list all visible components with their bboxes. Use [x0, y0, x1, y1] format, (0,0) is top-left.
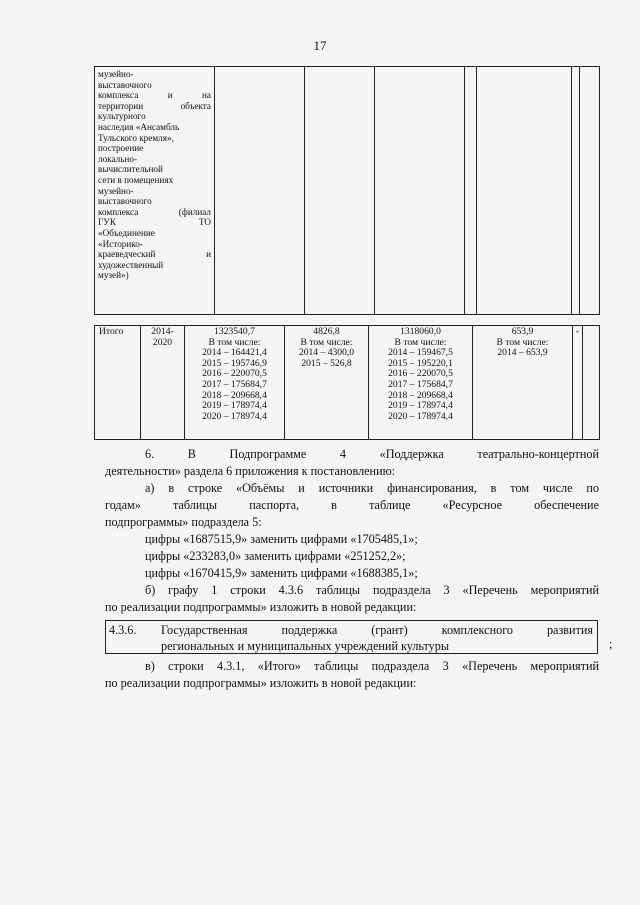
amount-line: В том числе: [394, 336, 447, 348]
amount-line: В том числе: [300, 336, 353, 348]
amount-line: 2019 – 178974,4 [388, 400, 453, 412]
row-text-line: региональных и муниципальных учреждений культуры [161, 639, 450, 653]
amount-line: В том числе: [208, 336, 261, 348]
amount-line: 2016 – 220070,5 [202, 368, 267, 380]
amount-line: 4826,8 [313, 326, 340, 337]
replacement-line: цифры «1670415,9» заменить цифрами «1688385,1»; [145, 566, 418, 580]
paragraph: 6. В Подпрограмме 4 «Поддержка театрально-концертной [145, 447, 599, 461]
amount-line: 2019 – 178974,4 [202, 400, 267, 412]
paragraph: в) строки 4.3.1, «Итого» таблицы подраздела 3 «Перечень мероприятий [145, 659, 599, 673]
page-number: 17 [313, 38, 327, 53]
description-line: культурного [98, 111, 146, 122]
amount-line: 2015 – 195220,1 [388, 357, 453, 369]
paragraph: по реализации подпрограммы» изложить в новой редакции: [105, 676, 417, 690]
table-cell-description [95, 67, 215, 315]
section-v [105, 658, 599, 692]
amount-line: 2018 – 209668,4 [388, 389, 453, 401]
total-label: Итого [95, 326, 141, 440]
description-line: локально- [98, 153, 138, 164]
description-line: художественный [98, 259, 164, 270]
description-line: музейно- [98, 185, 134, 196]
paragraph: а) в строке «Объёмы и источники финансирования, в том числе по [145, 481, 599, 495]
description-line: Тульского кремля», [98, 132, 174, 143]
description-line: построение [98, 143, 144, 154]
amount-line: 2018 – 209668,4 [202, 389, 267, 401]
replacement-line: цифры «233283,0» заменить цифрами «251252,2»; [145, 549, 406, 563]
table-cell [572, 67, 580, 315]
amount-line: 1318060,0 [400, 326, 441, 337]
description-line: комплекса (филиал [98, 206, 211, 217]
paragraph: подпрограммы» подраздела 5: [105, 515, 262, 529]
row-text [161, 621, 597, 653]
table-cell [375, 67, 465, 315]
table-continuation [94, 66, 600, 315]
total-federal [285, 326, 369, 440]
description-line: сети в помещениях [98, 174, 174, 185]
amount-line: 2020 – 178974,4 [388, 410, 453, 422]
table-cell [305, 67, 375, 315]
table-cell [215, 67, 305, 315]
amount-line: 2020 – 178974,4 [202, 410, 267, 422]
description-line: музейно- [98, 69, 134, 79]
description-line: ГУК ТО [98, 217, 211, 228]
description-line: краеведческий и [98, 249, 211, 260]
amount-line: 2016 – 220070,5 [388, 368, 453, 380]
paragraph: б) графу 1 строки 4.3.6 таблицы подраздела 3 «Перечень мероприятий [145, 583, 599, 597]
amount-line: В том числе: [496, 336, 549, 348]
amount-line: 1323540,7 [214, 326, 255, 337]
amount-line: 2014 – 164421,4 [202, 347, 267, 359]
description-line: выставочного [98, 196, 152, 207]
description-line: вычислительной [98, 164, 163, 175]
paragraph: по реализации подпрограммы» изложить в новой редакции: [105, 600, 417, 614]
section-6 [105, 446, 599, 616]
paragraph: деятельности» раздела 6 приложения к постановлению: [105, 464, 396, 478]
amount-line: 2014 – 159467,5 [388, 347, 453, 359]
description-line: музей») [98, 270, 129, 281]
table-cell [477, 67, 572, 315]
paragraph: годам» таблицы паспорта, в таблице «Ресурсное обеспечение [105, 498, 599, 512]
total-years [141, 326, 185, 440]
description-text [98, 69, 211, 281]
total-regional [369, 326, 473, 440]
row-code: 4.3.6. [109, 623, 137, 637]
amount-line: 2017 – 175684,7 [202, 378, 267, 390]
total-all-sources [185, 326, 285, 440]
amount-line: 2014 – 4300,0 [298, 347, 355, 359]
years-text: 2014- 2020 [151, 326, 174, 348]
total-dash: - [573, 326, 583, 440]
description-line: территории объекта [98, 100, 211, 111]
table-cell [583, 326, 600, 440]
amount-line: 2014 – 653,9 [497, 347, 548, 359]
table-cell [580, 67, 600, 315]
amount-line: 2015 – 526,8 [301, 357, 352, 369]
table-row-4-3-6 [105, 620, 598, 654]
table-cell [465, 67, 477, 315]
description-line: выставочного [98, 79, 152, 90]
description-line: «Историко- [98, 238, 143, 249]
row-text-line: Государственная поддержка (грант) комплексного развития [161, 623, 593, 637]
replacement-line: цифры «1687515,9» заменить цифрами «1705485,1»; [145, 532, 418, 546]
amount-line: 2015 – 195746,9 [202, 357, 267, 369]
total-other [473, 326, 573, 440]
amount-line: 2017 – 175684,7 [388, 378, 453, 390]
semicolon: ; [609, 637, 613, 651]
table-total [94, 325, 600, 440]
description-line: наследия «Ансамбль [98, 121, 180, 132]
description-line: комплекса и на [98, 90, 211, 101]
description-line: «Объединение [98, 227, 155, 238]
amount-line: 653,9 [511, 326, 534, 337]
